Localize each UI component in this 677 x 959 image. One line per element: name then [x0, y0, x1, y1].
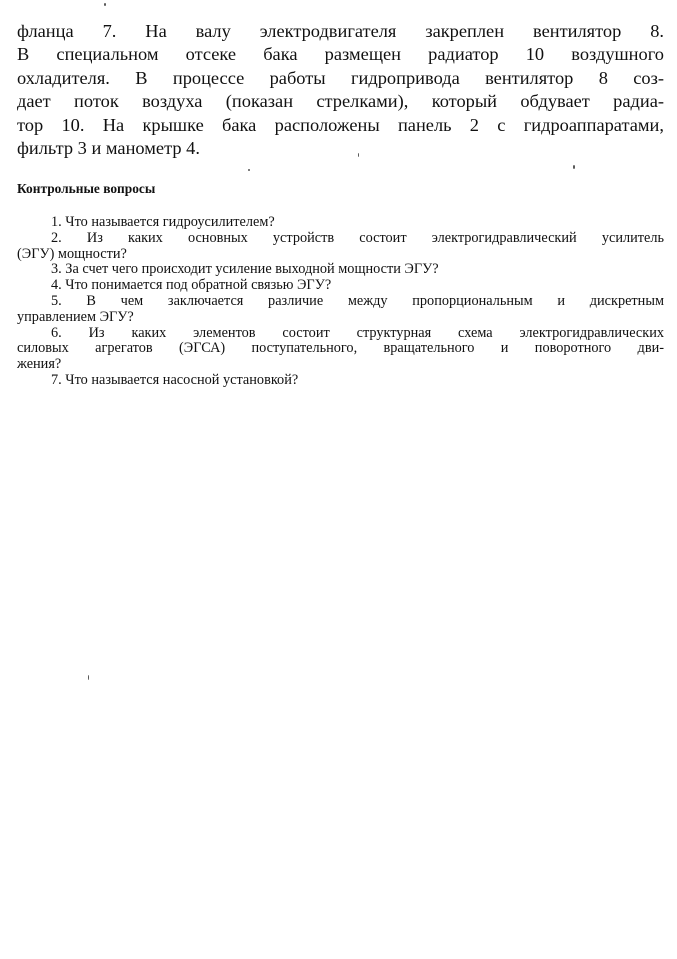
- question-line: жения?: [17, 356, 62, 373]
- intro-line: В специальном отсеке бака размещен радиатор 10 воздушного: [17, 44, 664, 65]
- intro-paragraph: [17, 20, 664, 160]
- questions-list: [17, 215, 664, 389]
- question-item: [17, 215, 664, 231]
- scan-speck: [573, 165, 575, 169]
- intro-line: фланца 7. На валу электродвигателя закреплен вентилятор 8.: [17, 21, 664, 41]
- question-line: 2. Из каких основных устройств состоит электрогидравлический усилитель: [51, 229, 664, 246]
- question-line: 6. Из каких элементов состоит структурная схема электрогидравлических: [51, 324, 664, 341]
- question-item: [17, 262, 664, 278]
- question-item: [17, 326, 664, 373]
- scan-speck: [88, 675, 89, 680]
- intro-line: охладителя. В процессе работы гидропривода вентилятор 8 соз-: [17, 67, 664, 88]
- question-line: управлением ЭГУ?: [17, 308, 134, 325]
- intro-line: тор 10. На крышке бака расположены панель 2 с гидроаппаратами,: [17, 114, 664, 135]
- question-item: [17, 373, 664, 389]
- question-line: 4. Что понимается под обратной связью ЭГУ?: [51, 277, 332, 294]
- question-item: [17, 294, 664, 326]
- question-line: 7. Что называется насосной установкой?: [51, 371, 299, 388]
- section-heading: Контрольные вопросы: [17, 181, 156, 196]
- question-line: 3. За счет чего происходит усиление выходной мощности ЭГУ?: [51, 261, 439, 278]
- intro-line: дает поток воздуха (показан стрелками), который обдувает радиа-: [17, 91, 664, 112]
- intro-line: фильтр 3 и манометр 4.: [17, 138, 200, 159]
- question-line: 1. Что называется гидроусилителем?: [51, 214, 275, 230]
- scan-speck: [358, 153, 359, 157]
- scan-speck: [104, 3, 106, 6]
- scan-speck: [248, 169, 250, 171]
- question-item: [17, 231, 664, 263]
- question-line: силовых агрегатов (ЭГСА) поступательного, вращательного и поворотного дви-: [17, 340, 664, 357]
- question-line: 5. В чем заключается различие между пропорциональным и дискретным: [51, 292, 664, 309]
- question-item: [17, 278, 664, 294]
- question-line: (ЭГУ) мощности?: [17, 245, 127, 262]
